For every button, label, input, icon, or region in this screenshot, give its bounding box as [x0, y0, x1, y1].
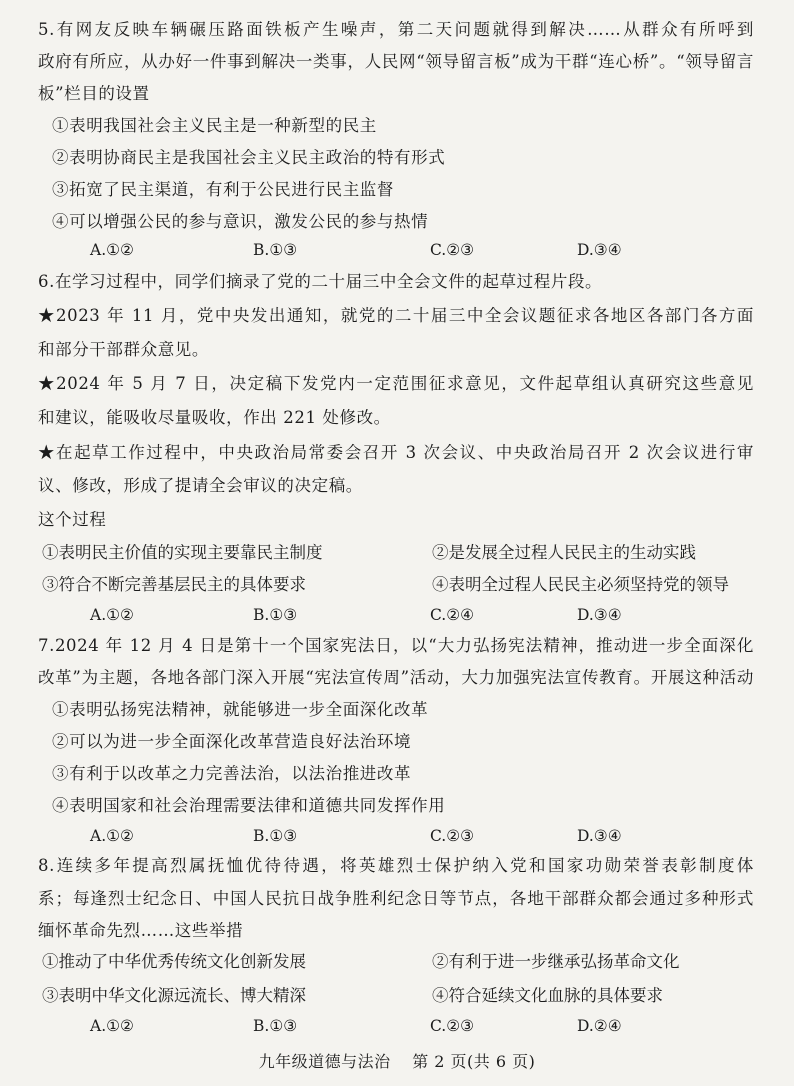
q6-stem-line-6: ★在起草工作过程中，中央政治局常委会召开 3 次会议、中央政治局召开 2 次会议进行审	[38, 443, 754, 462]
q7-stem-line-2: 改革”为主题，各地各部门深入开展“宪法宣传周”活动，大力加强宪法宣传教育。开展这种活动	[38, 668, 754, 687]
q5-option-3: ③拓宽了民主渠道，有利于公民进行民主监督	[52, 180, 394, 199]
q7-option-2: ②可以为进一步全面深化改革营造良好法治环境	[52, 732, 412, 751]
q5-stem-line-3: 板”栏目的设置	[38, 84, 150, 103]
q6-choice-c: C.②④	[430, 606, 475, 624]
q5-option-4: ④可以增强公民的参与意识，激发公民的参与热情	[52, 212, 429, 231]
q6-option-4: ④表明全过程人民民主必须坚持党的领导	[432, 575, 729, 594]
q7-choice-b: B.①③	[253, 827, 298, 845]
q7-option-4: ④表明国家和社会治理需要法律和道德共同发挥作用	[52, 796, 446, 815]
q6-stem-line-1: 6.在学习过程中，同学们摘录了党的二十届三中全会文件的起草过程片段。	[38, 272, 603, 291]
q7-choice-a: A.①②	[90, 827, 134, 845]
q8-choice-d: D.②④	[577, 1017, 622, 1035]
q7-choice-c: C.②③	[430, 827, 475, 845]
q6-choice-d: D.③④	[577, 606, 622, 624]
q7-option-3: ③有利于以改革之力完善法治，以法治推进改革	[52, 764, 412, 783]
q8-stem-line-1: 8.连续多年提高烈属抚恤优待待遇，将英雄烈士保护纳入党和国家功勋荣誉表彰制度体	[38, 856, 754, 875]
q6-stem-line-5: 和建议，能吸收尽量吸收，作出 221 处修改。	[38, 408, 391, 427]
q8-choice-c: C.②③	[430, 1017, 475, 1035]
q5-stem-line-1: 5.有网友反映车辆碾压路面铁板产生噪声，第二天问题就得到解决……从群众有所呼到	[38, 20, 754, 39]
q8-stem-line-3: 缅怀革命先烈……这些举措	[38, 921, 244, 940]
q8-choice-a: A.①②	[90, 1017, 134, 1035]
q6-option-2: ②是发展全过程人民民主的生动实践	[432, 543, 696, 562]
q6-stem-line-7: 议、修改，形成了提请全会审议的决定稿。	[38, 476, 363, 495]
q6-choice-b: B.①③	[253, 606, 298, 624]
q6-stem-line-8: 这个过程	[38, 510, 107, 529]
q6-stem-line-2: ★2023 年 11 月，党中央发出通知，就党的二十届三中全会议题征求各地区各部门各方面	[38, 306, 754, 325]
q7-option-1: ①表明弘扬宪法精神，就能够进一步全面深化改革	[52, 700, 429, 719]
q6-stem-line-4: ★2024 年 5 月 7 日，决定稿下发党内一定范围征求意见，文件起草组认真研究这些意见	[38, 374, 754, 393]
q5-option-1: ①表明我国社会主义民主是一种新型的民主	[52, 116, 377, 135]
q8-stem-line-2: 系；每逢烈士纪念日、中国人民抗日战争胜利纪念日等节点，各地干部群众都会通过多种形式	[38, 889, 754, 908]
page-footer	[0, 1052, 794, 1072]
q8-choice-b: B.①③	[253, 1017, 298, 1035]
footer-subject: 九年级道德与法治	[258, 1052, 391, 1071]
footer-page-number: 第 2 页(共 6 页)	[412, 1052, 536, 1071]
q5-choice-d: D.③④	[577, 241, 622, 259]
q6-choice-a: A.①②	[90, 606, 134, 624]
q8-option-1: ①推动了中华优秀传统文化创新发展	[42, 952, 306, 971]
q5-choice-b: B.①③	[253, 241, 298, 259]
q5-stem-line-2: 政府有所应，从办好一件事到解决一类事，人民网“领导留言板”成为干群“连心桥”。“领导留言	[38, 52, 754, 71]
q5-choice-c: C.②③	[430, 241, 475, 259]
q8-option-4: ④符合延续文化血脉的具体要求	[432, 986, 663, 1005]
q5-option-2: ②表明协商民主是我国社会主义民主政治的特有形式	[52, 148, 446, 167]
q6-option-3: ③符合不断完善基层民主的具体要求	[42, 575, 306, 594]
q8-option-2: ②有利于进一步继承弘扬革命文化	[432, 952, 680, 971]
q5-choice-a: A.①②	[90, 241, 134, 259]
q6-stem-line-3: 和部分干部群众意见。	[38, 340, 209, 359]
q7-stem-line-1: 7.2024 年 12 月 4 日是第十一个国家宪法日，以“大力弘扬宪法精神，推动进一步全面深化	[38, 636, 754, 655]
q8-option-3: ③表明中华文化源远流长、博大精深	[42, 986, 306, 1005]
q7-choice-d: D.③④	[577, 827, 622, 845]
q6-option-1: ①表明民主价值的实现主要靠民主制度	[42, 543, 323, 562]
